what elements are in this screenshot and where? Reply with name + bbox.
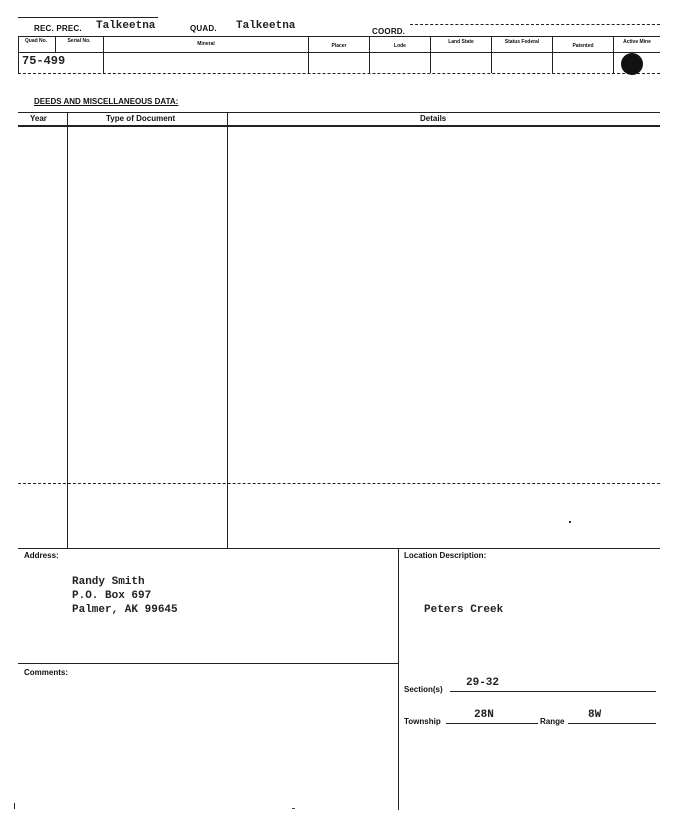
location-label: Location Description: [404, 551, 487, 560]
grid-vline [103, 36, 104, 73]
grid-vline [308, 36, 309, 73]
deeds-header-rule [18, 125, 660, 127]
grid-vline [552, 36, 553, 73]
speck [569, 521, 571, 523]
address-line2: P.O. Box 697 [72, 590, 152, 602]
quad-value: Talkeetna [236, 20, 296, 32]
lower-top-rule [18, 548, 660, 549]
range-line [568, 723, 656, 724]
township-line [446, 723, 538, 724]
top-rule-right [410, 24, 660, 25]
col-status-federal: Status Federal [504, 39, 540, 45]
grid-vline [18, 36, 19, 73]
grid-vline [613, 36, 614, 73]
deeds-section-title: DEEDS AND MISCELLANEOUS DATA: [34, 97, 179, 106]
address-label: Address: [24, 551, 59, 560]
top-rule [18, 17, 158, 18]
lower-vline [398, 548, 399, 810]
township-label: Township [404, 717, 441, 726]
col-mineral: Mineral [197, 41, 215, 47]
grid-vline [491, 36, 492, 73]
grid-vline [55, 36, 56, 52]
township-value: 28N [474, 709, 494, 721]
quad-label: QUAD. [190, 24, 217, 33]
address-line1: Randy Smith [72, 576, 145, 588]
col-patented: Patented [572, 43, 594, 49]
col-serial-no: Serial No. [67, 38, 91, 44]
col-details: Details [420, 114, 447, 123]
col-lode: Lode [394, 43, 406, 49]
grid-top-rule [18, 36, 660, 37]
margin-mark [292, 808, 295, 809]
margin-mark [14, 803, 15, 809]
address-line3: Palmer, AK 99645 [72, 604, 178, 616]
address-bottom-rule [18, 663, 398, 664]
range-label: Range [540, 717, 565, 726]
sections-line [450, 691, 656, 692]
deeds-top-rule [18, 112, 660, 113]
col-land-state: Land State [448, 39, 474, 45]
grid-vline [369, 36, 370, 73]
location-value: Peters Creek [424, 604, 504, 616]
rec-prec-label: REC. PREC. [34, 24, 82, 33]
col-quad-no: Quad No. [24, 38, 48, 44]
col-type-of-document: Type of Document [106, 114, 176, 123]
grid-bottom-dash [18, 73, 660, 74]
grid-vline [430, 36, 431, 73]
rec-prec-value: Talkeetna [96, 20, 156, 32]
deeds-middle-dash [18, 483, 660, 484]
quad-serial-value: 75-499 [22, 54, 66, 68]
col-placer: Placer [331, 43, 347, 49]
sections-value: 29-32 [466, 677, 500, 689]
grid-header-rule [18, 52, 660, 53]
range-value: 8W [588, 709, 602, 721]
comments-label: Comments: [24, 668, 69, 677]
active-mine-dot [621, 53, 643, 75]
col-year: Year [30, 114, 47, 123]
sections-label: Section(s) [404, 685, 443, 694]
col-active-mine: Active Mine [623, 39, 651, 45]
coord-label: COORD. [372, 27, 406, 36]
